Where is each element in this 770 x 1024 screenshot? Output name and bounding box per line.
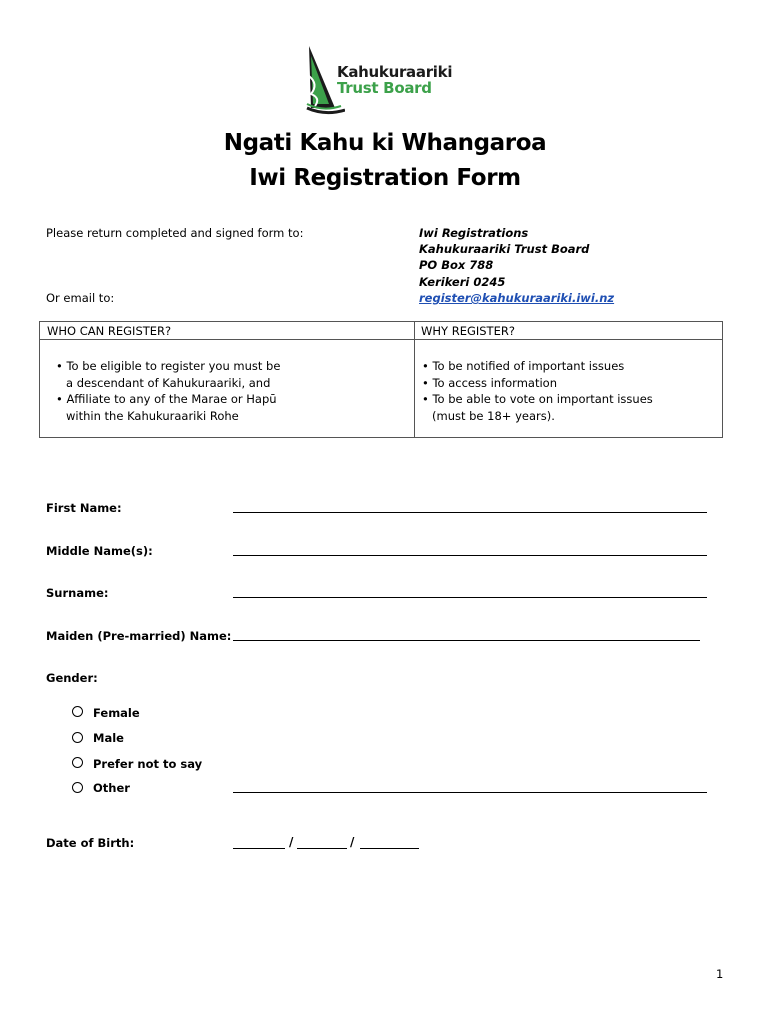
logo-text-line1: Kahukuraariki bbox=[337, 63, 453, 81]
surname-label: Surname: bbox=[46, 586, 109, 600]
dob-separator: / bbox=[350, 835, 355, 849]
first-name-field[interactable] bbox=[233, 512, 707, 513]
email-prompt: Or email to: bbox=[46, 291, 115, 305]
why-line: • To be able to vote on important issues bbox=[422, 392, 653, 406]
return-instruction: Please return completed and signed form to: bbox=[46, 226, 304, 240]
gender-option-label: Male bbox=[93, 731, 124, 745]
gender-label: Gender: bbox=[46, 671, 98, 685]
page-subtitle: Iwi Registration Form bbox=[249, 165, 521, 191]
dob-year-field[interactable] bbox=[360, 848, 419, 849]
why-line: • To be notified of important issues bbox=[422, 359, 625, 373]
page-number: 1 bbox=[716, 967, 724, 981]
gender-option-label: Female bbox=[93, 706, 140, 720]
address-line: PO Box 788 bbox=[419, 258, 494, 272]
why-line: • To access information bbox=[422, 375, 557, 390]
who-cell bbox=[56, 358, 280, 424]
who-line: a descendant of Kahukuraariki, and bbox=[66, 375, 271, 390]
gender-radio-prefer-not-to-say[interactable] bbox=[72, 757, 83, 768]
dob-separator: / bbox=[289, 835, 294, 849]
logo bbox=[305, 46, 475, 116]
address-line: Kerikeri 0245 bbox=[419, 275, 506, 289]
address-line: Iwi Registrations bbox=[419, 226, 529, 240]
dob-day-field[interactable] bbox=[233, 848, 285, 849]
gender-radio-male[interactable] bbox=[72, 732, 83, 743]
surname-field[interactable] bbox=[233, 597, 707, 598]
gender-radio-female[interactable] bbox=[72, 706, 83, 717]
info-table bbox=[39, 321, 723, 438]
who-line: • Affiliate to any of the Marae or Hapū bbox=[56, 392, 277, 406]
maiden-name-field[interactable] bbox=[233, 640, 700, 641]
middle-names-label: Middle Name(s): bbox=[46, 544, 153, 558]
why-cell bbox=[422, 358, 653, 424]
gender-radio-other[interactable] bbox=[72, 782, 83, 793]
table-divider bbox=[40, 339, 722, 340]
logo-text-line2: Trust Board bbox=[337, 79, 432, 97]
first-name-label: First Name: bbox=[46, 501, 122, 515]
dob-month-field[interactable] bbox=[297, 848, 347, 849]
maiden-name-label: Maiden (Pre-married) Name: bbox=[46, 629, 232, 643]
address-line: Kahukuraariki Trust Board bbox=[419, 242, 590, 256]
who-line: • To be eligible to register you must be bbox=[56, 359, 281, 373]
page-title: Ngati Kahu ki Whangaroa bbox=[223, 130, 547, 156]
who-line: within the Kahukuraariki Rohe bbox=[66, 408, 239, 423]
who-header: WHO CAN REGISTER? bbox=[47, 324, 172, 338]
middle-names-field[interactable] bbox=[233, 555, 707, 556]
email-link[interactable]: register@kahukuraariki.iwi.nz bbox=[419, 291, 615, 305]
gender-option-label: Other bbox=[93, 781, 130, 795]
why-header: WHY REGISTER? bbox=[421, 324, 515, 338]
dob-label: Date of Birth: bbox=[46, 836, 135, 850]
gender-option-label: Prefer not to say bbox=[93, 757, 203, 771]
gender-other-field[interactable] bbox=[233, 792, 707, 793]
why-line: (must be 18+ years). bbox=[432, 408, 555, 423]
